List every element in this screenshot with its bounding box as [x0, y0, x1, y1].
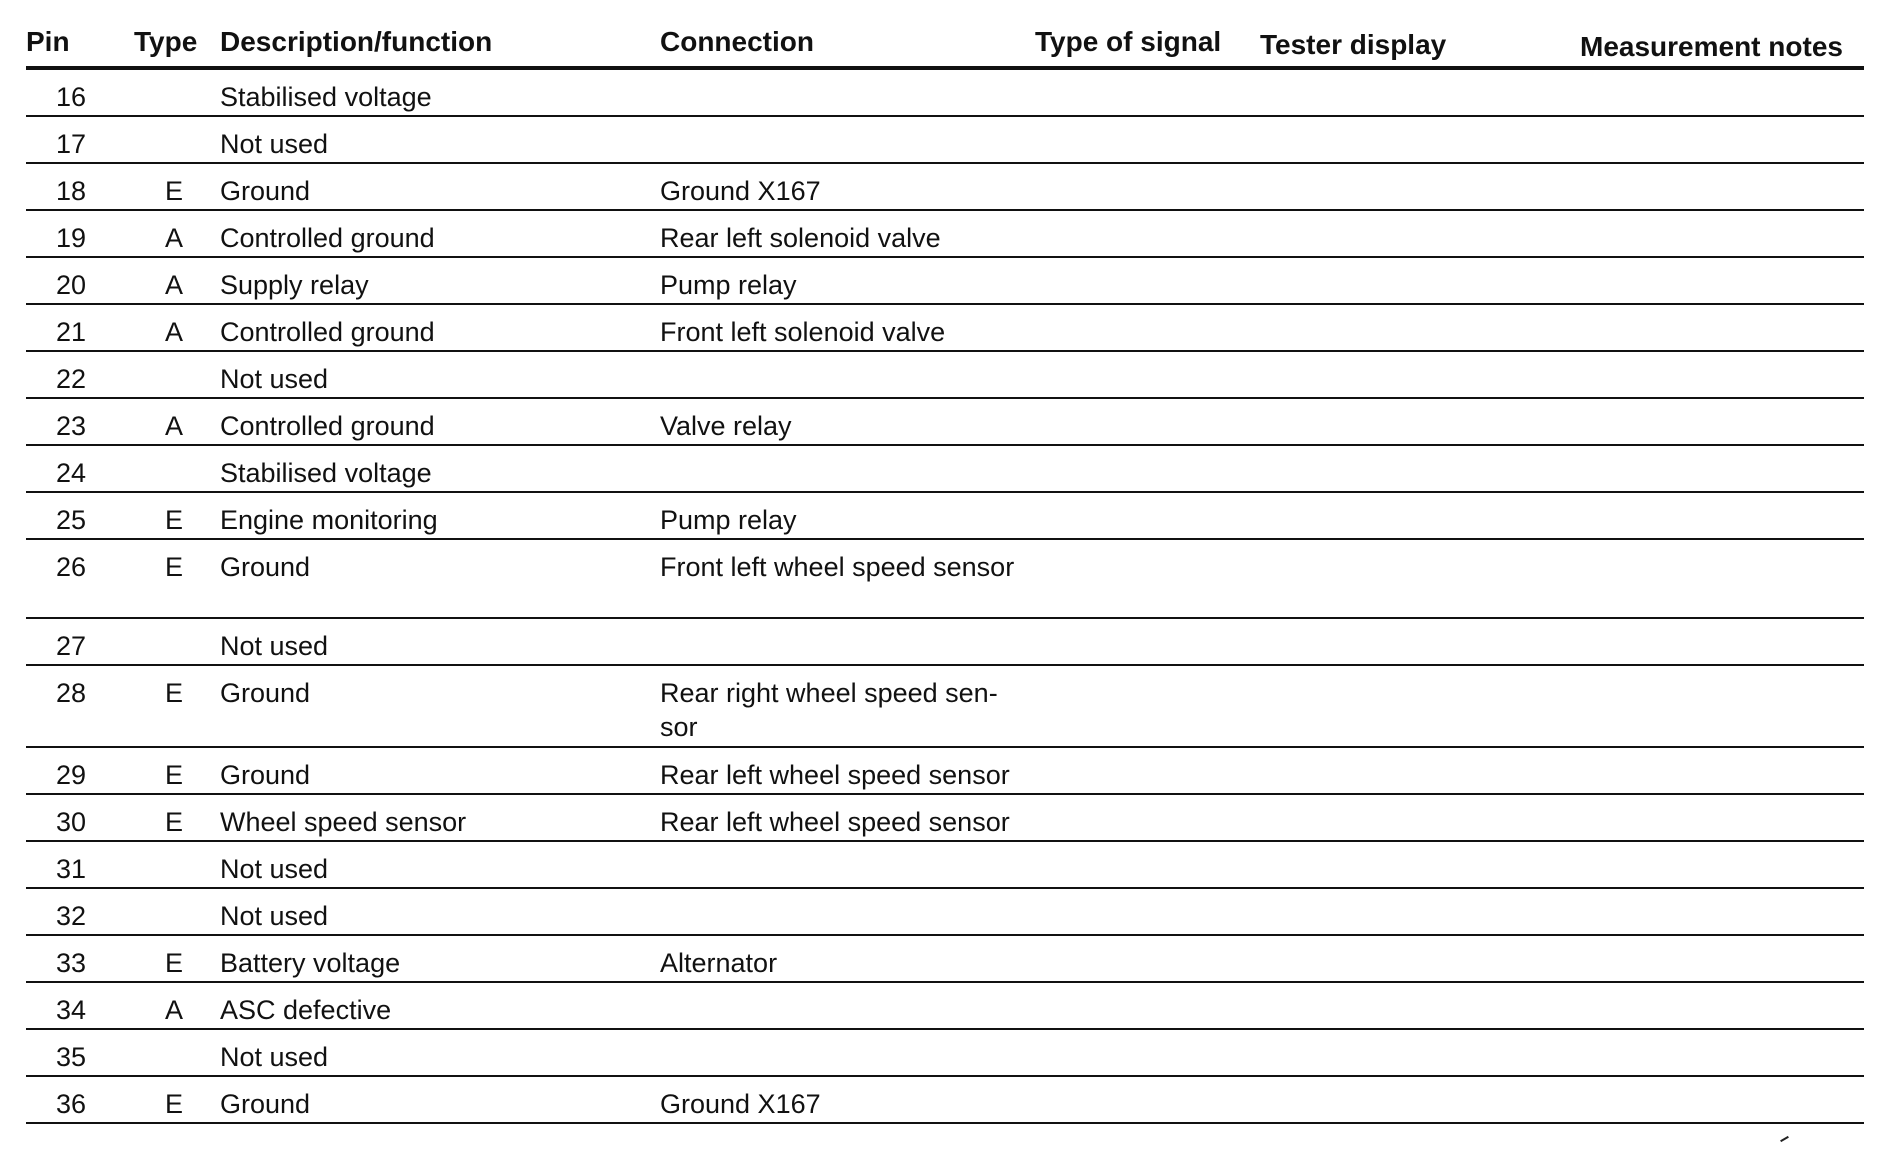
cell-description: Controlled ground [214, 398, 660, 445]
cell-pin: 26 [26, 539, 134, 618]
cell-signal-type [1035, 794, 1260, 841]
cell-connection: Rear right wheel speed sen- sor [660, 665, 1035, 747]
cell-signal-type [1035, 351, 1260, 398]
cell-description: Ground [214, 539, 660, 618]
cell-signal-type [1035, 304, 1260, 351]
cell-type: E [134, 163, 214, 210]
header-type: Type [134, 0, 214, 68]
cell-connection: Rear left wheel speed sensor [660, 794, 1035, 841]
cell-connection: Pump relay [660, 492, 1035, 539]
cell-connection: Front left solenoid valve [660, 304, 1035, 351]
cell-connection [660, 888, 1035, 935]
cell-pin: 19 [26, 210, 134, 257]
header-pin: Pin [26, 0, 134, 68]
cell-connection [660, 982, 1035, 1029]
cell-measurement-notes [1560, 398, 1864, 445]
cell-description: Battery voltage [214, 935, 660, 982]
cell-measurement-notes [1560, 665, 1864, 747]
cell-measurement-notes [1560, 888, 1864, 935]
cell-description: Engine monitoring [214, 492, 660, 539]
table-row [26, 794, 1864, 841]
cell-description: Stabilised voltage [214, 68, 660, 116]
table-row [26, 747, 1864, 794]
cell-type: E [134, 935, 214, 982]
cell-pin: 27 [26, 618, 134, 665]
cell-type [134, 68, 214, 116]
cell-description: Wheel speed sensor [214, 794, 660, 841]
cell-measurement-notes [1560, 351, 1864, 398]
cell-tester-display [1260, 982, 1560, 1029]
cell-type [134, 1029, 214, 1076]
cell-pin: 21 [26, 304, 134, 351]
cell-tester-display [1260, 747, 1560, 794]
cell-signal-type [1035, 665, 1260, 747]
cell-type: E [134, 794, 214, 841]
cell-pin: 24 [26, 445, 134, 492]
cell-pin: 36 [26, 1076, 134, 1123]
cell-type [134, 888, 214, 935]
cell-type: E [134, 539, 214, 618]
table-row [26, 304, 1864, 351]
cell-pin: 25 [26, 492, 134, 539]
cell-pin: 31 [26, 841, 134, 888]
cell-pin: 17 [26, 116, 134, 163]
cell-type: A [134, 398, 214, 445]
cell-pin: 30 [26, 794, 134, 841]
cell-tester-display [1260, 163, 1560, 210]
cell-description: Supply relay [214, 257, 660, 304]
cell-tester-display [1260, 1076, 1560, 1123]
cell-pin: 16 [26, 68, 134, 116]
cell-signal-type [1035, 163, 1260, 210]
cell-connection: Ground X167 [660, 163, 1035, 210]
cell-description: ASC defective [214, 982, 660, 1029]
cell-tester-display [1260, 841, 1560, 888]
cell-tester-display [1260, 492, 1560, 539]
cell-type: A [134, 982, 214, 1029]
cell-pin: 29 [26, 747, 134, 794]
cell-tester-display [1260, 618, 1560, 665]
cell-measurement-notes [1560, 163, 1864, 210]
cell-connection [660, 68, 1035, 116]
header-connection: Connection [660, 0, 1035, 68]
cell-tester-display [1260, 1029, 1560, 1076]
cell-connection: Front left wheel speed sensor [660, 539, 1035, 618]
cell-signal-type [1035, 539, 1260, 618]
cell-tester-display [1260, 68, 1560, 116]
cell-connection [660, 116, 1035, 163]
cell-description: Not used [214, 1029, 660, 1076]
cell-type: E [134, 1076, 214, 1123]
cell-connection: Pump relay [660, 257, 1035, 304]
cell-type: E [134, 665, 214, 747]
cell-type [134, 351, 214, 398]
cell-tester-display [1260, 257, 1560, 304]
cell-pin: 22 [26, 351, 134, 398]
cell-tester-display [1260, 116, 1560, 163]
cell-measurement-notes [1560, 492, 1864, 539]
table-row [26, 492, 1864, 539]
cell-connection [660, 445, 1035, 492]
table-row [26, 398, 1864, 445]
cell-description: Not used [214, 841, 660, 888]
cell-type: A [134, 257, 214, 304]
header-measurement-notes: Measurement notes [1560, 0, 1864, 68]
cell-tester-display [1260, 539, 1560, 618]
table-header-row [26, 0, 1864, 68]
cell-signal-type [1035, 445, 1260, 492]
cell-signal-type [1035, 398, 1260, 445]
cell-signal-type [1035, 1076, 1260, 1123]
cell-pin: 23 [26, 398, 134, 445]
cell-type: A [134, 304, 214, 351]
cell-measurement-notes [1560, 304, 1864, 351]
cell-measurement-notes [1560, 539, 1864, 618]
table-row [26, 982, 1864, 1029]
cell-pin: 18 [26, 163, 134, 210]
cell-measurement-notes [1560, 116, 1864, 163]
cell-type: A [134, 210, 214, 257]
cell-connection: Rear left solenoid valve [660, 210, 1035, 257]
cell-description: Not used [214, 888, 660, 935]
cell-signal-type [1035, 116, 1260, 163]
cell-pin: 33 [26, 935, 134, 982]
cell-connection: Alternator [660, 935, 1035, 982]
cell-description: Not used [214, 116, 660, 163]
cell-description: Stabilised voltage [214, 445, 660, 492]
cell-description: Ground [214, 747, 660, 794]
table-row [26, 1029, 1864, 1076]
cell-connection [660, 841, 1035, 888]
cell-description: Ground [214, 163, 660, 210]
header-description: Description/function [214, 0, 660, 68]
table-body [26, 68, 1864, 1123]
cell-tester-display [1260, 351, 1560, 398]
table-row [26, 618, 1864, 665]
cell-pin: 28 [26, 665, 134, 747]
table-row [26, 116, 1864, 163]
cell-tester-display [1260, 445, 1560, 492]
cell-tester-display [1260, 665, 1560, 747]
cell-description: Controlled ground [214, 304, 660, 351]
cell-type [134, 618, 214, 665]
cell-tester-display [1260, 304, 1560, 351]
cell-pin: 20 [26, 257, 134, 304]
cell-tester-display [1260, 935, 1560, 982]
cell-measurement-notes [1560, 445, 1864, 492]
cell-measurement-notes [1560, 935, 1864, 982]
cell-signal-type [1035, 1029, 1260, 1076]
cell-signal-type [1035, 888, 1260, 935]
table-row [26, 1076, 1864, 1123]
cell-connection [660, 618, 1035, 665]
table-row [26, 888, 1864, 935]
table-row [26, 935, 1864, 982]
cell-description: Not used [214, 618, 660, 665]
cell-type [134, 116, 214, 163]
cell-description: Not used [214, 351, 660, 398]
cell-description: Ground [214, 665, 660, 747]
cell-measurement-notes [1560, 257, 1864, 304]
cell-signal-type [1035, 68, 1260, 116]
cell-type [134, 445, 214, 492]
cell-type: E [134, 492, 214, 539]
pin-assignment-table [26, 0, 1864, 1124]
cell-description: Ground [214, 1076, 660, 1123]
cell-tester-display [1260, 210, 1560, 257]
table-row [26, 163, 1864, 210]
cell-measurement-notes [1560, 1029, 1864, 1076]
table-row [26, 445, 1864, 492]
table-row [26, 210, 1864, 257]
cell-pin: 32 [26, 888, 134, 935]
cell-type: E [134, 747, 214, 794]
header-signal-type: Type of signal [1035, 0, 1260, 68]
cell-signal-type [1035, 841, 1260, 888]
cell-measurement-notes [1560, 1076, 1864, 1123]
cell-tester-display [1260, 398, 1560, 445]
cell-pin: 34 [26, 982, 134, 1029]
table-row [26, 841, 1864, 888]
cell-signal-type [1035, 257, 1260, 304]
cell-signal-type [1035, 618, 1260, 665]
cell-type [134, 841, 214, 888]
table-row [26, 257, 1864, 304]
cell-tester-display [1260, 794, 1560, 841]
cell-description: Controlled ground [214, 210, 660, 257]
table-row [26, 539, 1864, 618]
cell-measurement-notes [1560, 794, 1864, 841]
cell-signal-type [1035, 210, 1260, 257]
cell-connection: Valve relay [660, 398, 1035, 445]
cell-signal-type [1035, 982, 1260, 1029]
stray-mark [1780, 1136, 1789, 1142]
header-tester-display: Tester display [1260, 0, 1560, 68]
table-row [26, 68, 1864, 116]
table-row [26, 351, 1864, 398]
cell-measurement-notes [1560, 747, 1864, 794]
table-row [26, 665, 1864, 747]
cell-measurement-notes [1560, 841, 1864, 888]
cell-connection [660, 351, 1035, 398]
cell-connection [660, 1029, 1035, 1076]
cell-signal-type [1035, 935, 1260, 982]
cell-measurement-notes [1560, 68, 1864, 116]
cell-measurement-notes [1560, 210, 1864, 257]
cell-connection: Ground X167 [660, 1076, 1035, 1123]
cell-signal-type [1035, 747, 1260, 794]
cell-connection: Rear left wheel speed sensor [660, 747, 1035, 794]
cell-pin: 35 [26, 1029, 134, 1076]
cell-signal-type [1035, 492, 1260, 539]
cell-measurement-notes [1560, 982, 1864, 1029]
cell-tester-display [1260, 888, 1560, 935]
cell-measurement-notes [1560, 618, 1864, 665]
